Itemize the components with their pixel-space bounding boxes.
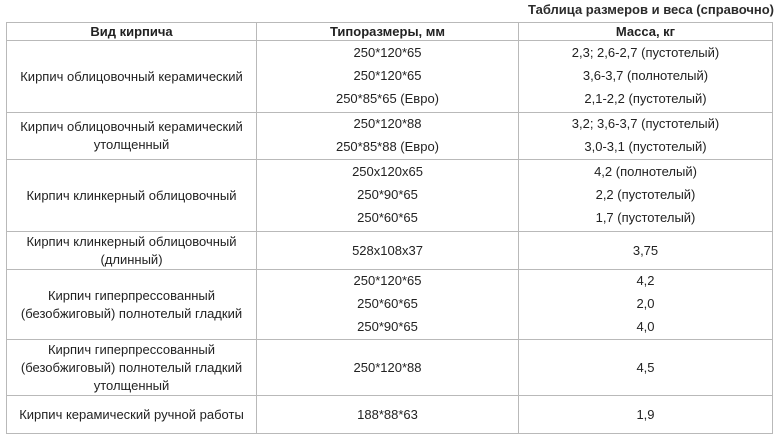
brick-type-cell: Кирпич гиперпрессованный (безобжиговый) полнотелый гладкий	[7, 270, 257, 340]
dimensions-cell	[257, 396, 519, 434]
mass-value: 3,2; 3,6-3,7 (пустотелый)	[571, 116, 720, 131]
mass-value: 3,6-3,7 (полнотелый)	[582, 68, 709, 83]
brick-type-cell: Кирпич клинкерный облицовочный	[7, 160, 257, 232]
mass-value: 2,3; 2,6-2,7 (пустотелый)	[571, 45, 720, 60]
dimension-value: 250x120x65	[352, 164, 423, 179]
brick-type-cell: Кирпич гиперпрессованный (безобжиговый) полнотелый гладкий утолщенный	[7, 340, 257, 396]
mass-cell	[519, 113, 773, 160]
brick-type-cell: Кирпич облицовочный керамический утолщенный	[7, 113, 257, 160]
dimension-value: 250*60*65	[357, 296, 418, 311]
header-brick-type: Вид кирпича	[7, 23, 257, 41]
mass-value: 1,7 (пустотелый)	[595, 210, 696, 225]
dimension-value: 250*85*88 (Евро)	[335, 139, 440, 154]
mass-value: 4,0	[636, 319, 655, 334]
table-row	[7, 270, 773, 340]
header-mass: Масса, кг	[519, 23, 773, 41]
brick-size-weight-table	[6, 22, 773, 434]
brick-type-cell: Кирпич клинкерный облицовочный (длинный)	[7, 232, 257, 270]
mass-cell	[519, 41, 773, 113]
dimension-value: 250*120*88	[353, 116, 422, 131]
dimension-value: 250*60*65	[357, 210, 418, 225]
dimension-value: 528x108x37	[352, 242, 423, 258]
dimension-value: 250*90*65	[357, 187, 418, 202]
mass-value: 4,5	[636, 359, 655, 375]
dimensions-cell	[257, 232, 519, 270]
mass-cell	[519, 270, 773, 340]
dimension-value: 250*85*65 (Евро)	[335, 91, 440, 106]
mass-cell	[519, 160, 773, 232]
table-row	[7, 113, 773, 160]
dimension-value: 188*88*63	[357, 406, 418, 422]
mass-value: 2,1-2,2 (пустотелый)	[584, 91, 707, 106]
dimensions-cell	[257, 340, 519, 396]
table-row	[7, 232, 773, 270]
dimension-value: 250*120*65	[353, 45, 422, 60]
mass-cell	[519, 340, 773, 396]
table-row	[7, 160, 773, 232]
mass-cell	[519, 396, 773, 434]
mass-value: 4,2	[636, 273, 655, 288]
table-header-row	[7, 23, 773, 41]
brick-type-cell: Кирпич керамический ручной работы	[7, 396, 257, 434]
table-row	[7, 396, 773, 434]
mass-value: 4,2 (полнотелый)	[594, 164, 697, 179]
mass-value: 3,0-3,1 (пустотелый)	[584, 139, 707, 154]
dimension-value: 250*90*65	[357, 319, 418, 334]
mass-value: 1,9	[636, 406, 655, 422]
dimensions-cell	[257, 113, 519, 160]
brick-type-cell: Кирпич облицовочный керамический	[7, 41, 257, 113]
dimension-value: 250*120*88	[353, 359, 422, 375]
dimension-value: 250*120*65	[353, 273, 422, 288]
dimension-value: 250*120*65	[353, 68, 422, 83]
table-caption: Таблица размеров и веса (справочно)	[528, 2, 774, 17]
dimensions-cell	[257, 270, 519, 340]
dimensions-cell	[257, 160, 519, 232]
dimensions-cell	[257, 41, 519, 113]
mass-value: 3,75	[632, 242, 659, 258]
mass-value: 2,0	[636, 296, 655, 311]
mass-value: 2,2 (пустотелый)	[595, 187, 696, 202]
table-row	[7, 340, 773, 396]
header-dimensions: Типоразмеры, мм	[257, 23, 519, 41]
table-row	[7, 41, 773, 113]
mass-cell	[519, 232, 773, 270]
